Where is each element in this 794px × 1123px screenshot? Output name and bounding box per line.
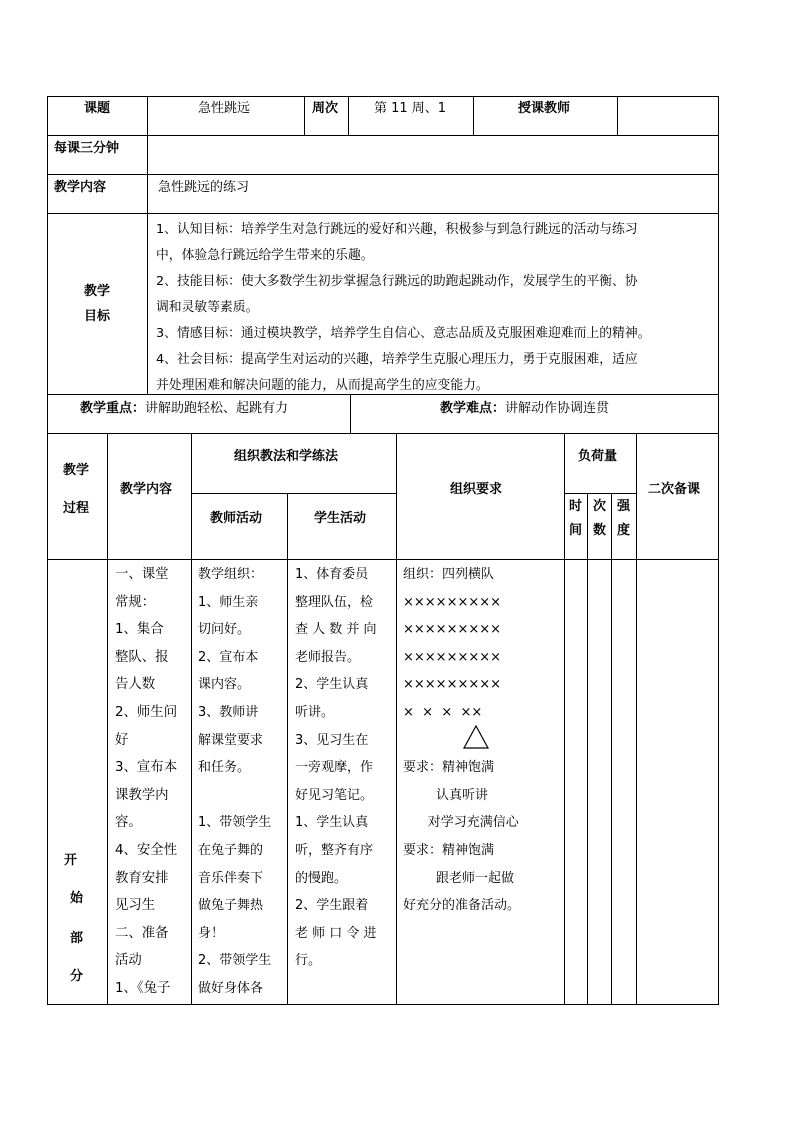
student-activity-header: 学生活动 (314, 511, 367, 526)
intensity-header-1: 强 (617, 499, 631, 514)
process-label-2: 过程 (63, 501, 90, 516)
vline-goals (147, 213, 148, 394)
content-line: 1、《兔子 (115, 980, 171, 996)
content-line: 告人数 (115, 677, 156, 693)
time-header-1: 时 (569, 499, 583, 514)
vline-p3 (287, 493, 288, 1005)
formation-row: ××××××××× (403, 622, 502, 638)
section-char: 开 (64, 853, 78, 868)
content-header: 教学内容 (120, 482, 173, 497)
section-char: 始 (70, 891, 84, 906)
student-line: 2、学生认真 (295, 677, 369, 693)
content-line: 见习生 (115, 898, 156, 914)
teacher-line: 和任务。 (198, 760, 251, 776)
formation-row: × × × ×× (403, 704, 483, 720)
student-line: 查 人 数 并 向 (295, 622, 377, 638)
formation-row: ××××××××× (403, 649, 502, 665)
goal-line: 3、情感目标：通过模块教学，培养学生自信心、意志品质及克服困难迎难而上的精神。 (156, 326, 651, 341)
teacher-line: 2、宣布本 (198, 649, 259, 665)
goal-line: 调和灵敏等素质。 (156, 300, 259, 315)
triangle-icon (462, 724, 490, 750)
goal-line: 2、技能目标：使大多数学生初步掌握急行跳远的助跑起跳动作，发展学生的平衡、协 (156, 274, 638, 289)
vline-p1 (107, 433, 108, 1005)
vline-keypoints (350, 394, 351, 433)
req-line: 对学习充满信心 (403, 815, 519, 831)
goal-line: 并处理困难和解决问题的能力，从而提高学生的应变能力。 (156, 378, 489, 393)
course-value: 急性跳远 (198, 101, 251, 116)
content-line: 4、安全性 (115, 842, 178, 858)
req-line: 认真听讲 (403, 787, 489, 803)
goals-label-2: 目标 (84, 309, 111, 324)
teacher-line: 解课堂要求 (198, 732, 264, 748)
content-line: 教育安排 (115, 870, 169, 886)
req-line: 好充分的准备活动。 (403, 898, 521, 914)
vline-h2 (304, 96, 305, 135)
vline-h3 (348, 96, 349, 135)
student-line: 好见习笔记。 (295, 787, 374, 803)
content-line: 活动 (115, 953, 142, 969)
content-label: 教学内容 (54, 180, 107, 195)
key-point-label: 教学重点： (80, 401, 146, 416)
teacher-line: 切问好。 (198, 622, 251, 638)
req-line: 要求：精神饱满 (403, 760, 495, 776)
student-line: 一旁观摩，作 (295, 760, 374, 776)
second-prep-header: 二次备课 (648, 482, 701, 497)
content-line: 3、宣布本 (115, 760, 178, 776)
teacher-line: 1、带领学生 (198, 815, 272, 831)
method-header: 组织教法和学练法 (234, 449, 339, 464)
vline-right (718, 96, 719, 1005)
student-line: 1、体育委员 (295, 567, 369, 582)
week-value: 第 11 周、1 (374, 101, 447, 116)
content-line: 整队、报 (115, 649, 169, 665)
load-header: 负荷量 (578, 449, 618, 464)
time-header-2: 间 (569, 523, 583, 538)
count-header-1: 次 (593, 499, 607, 514)
student-line: 整理队伍，检 (295, 594, 374, 610)
teacher-line: 课内容。 (198, 677, 251, 693)
student-line: 行。 (295, 953, 322, 969)
vline-p4 (396, 433, 397, 1005)
intensity-header-2: 度 (617, 523, 631, 538)
key-point (80, 400, 288, 418)
vline-p7 (611, 493, 612, 1005)
requirement-header: 组织要求 (450, 482, 503, 497)
difficulty-value: 讲解动作协调连贯 (505, 401, 610, 416)
student-line: 听讲。 (295, 704, 335, 720)
content-value: 急性跳远的练习 (158, 180, 250, 195)
difficulty-point (440, 400, 609, 418)
teacher-line: 身！ (198, 925, 225, 941)
student-line: 老师报告。 (295, 649, 361, 665)
student-line: 3、见习生在 (295, 732, 369, 748)
vline-h1 (147, 96, 148, 214)
teacher-line: 3、教师讲 (198, 704, 259, 720)
hline-load-split (564, 493, 636, 494)
formation-row: ××××××××× (403, 594, 502, 610)
goal-line: 中，体验急行跳远给学生带来的乐趣。 (156, 248, 374, 263)
vline-h4 (473, 96, 474, 135)
content-line: 二、准备 (115, 925, 169, 941)
student-line: 1、学生认真 (295, 815, 369, 831)
vline-p6 (587, 493, 588, 1005)
teacher-activity (198, 561, 271, 1003)
req-line: 要求：精神饱满 (403, 842, 495, 858)
student-line: 听，整齐有序 (295, 842, 374, 858)
content-line: 常规： (115, 594, 156, 610)
hline-bottom (47, 1004, 719, 1005)
content-line: 一、课堂 (115, 567, 169, 582)
content-line: 好 (115, 732, 129, 748)
content-line: 1、集合 (115, 622, 164, 638)
vline-p2 (191, 433, 192, 1005)
vline-p8 (636, 433, 637, 1005)
student-line: 老 师 口 令 进 (295, 925, 377, 941)
teacher-line: 做兔子舞热 (198, 898, 264, 914)
content-line: 2、师生问 (115, 704, 178, 720)
teacher-activity-header: 教师活动 (210, 511, 263, 526)
req-line: 跟老师一起做 (403, 870, 515, 886)
week-label: 周次 (312, 101, 339, 116)
difficulty-label: 教学难点： (440, 401, 506, 416)
teacher-line: 做好身体各 (198, 980, 264, 996)
section-char: 分 (70, 969, 84, 984)
goal-line: 4、社会目标：提高学生对运动的兴趣，培养学生克服心理压力，勇于克服困难，适应 (156, 352, 638, 367)
teacher-line: 2、带领学生 (198, 953, 272, 969)
content-line: 课教学内 (115, 787, 169, 803)
teacher-label: 授课教师 (518, 101, 571, 116)
req-line: 组织：四列横队 (403, 567, 495, 582)
hline-row5 (47, 433, 719, 434)
teacher-line: 1、师生亲 (198, 594, 259, 610)
course-label: 课题 (84, 101, 111, 116)
student-line: 的慢跑。 (295, 870, 348, 886)
count-header-2: 数 (593, 523, 607, 538)
goals-label-1: 教学 (84, 284, 111, 299)
goals-text (156, 217, 650, 399)
vline-h5 (617, 96, 618, 135)
goal-line: 1、认知目标：培养学生对急行跳远的爱好和兴趣，积极参与到急行跳远的活动与练习 (156, 222, 638, 237)
process-label-1: 教学 (63, 463, 90, 478)
key-point-value: 讲解助跑轻松、起跳有力 (145, 401, 289, 416)
hline-method-split (191, 493, 397, 494)
student-activity (295, 561, 377, 975)
formation-row: ××××××××× (403, 677, 502, 693)
teacher-line (198, 782, 271, 810)
teacher-line: 教学组织： (198, 567, 264, 582)
vline-p5 (564, 433, 565, 1005)
section-content (115, 561, 177, 1003)
content-line: 容。 (115, 815, 142, 831)
vline-left (47, 96, 48, 1005)
teacher-line: 音乐伴奏下 (198, 870, 264, 886)
daily-label: 每课三分钟 (54, 141, 120, 156)
hline-row6 (47, 559, 719, 560)
student-line: 2、学生跟着 (295, 898, 369, 914)
teacher-line: 在兔子舞的 (198, 842, 264, 858)
section-char: 部 (70, 931, 84, 946)
